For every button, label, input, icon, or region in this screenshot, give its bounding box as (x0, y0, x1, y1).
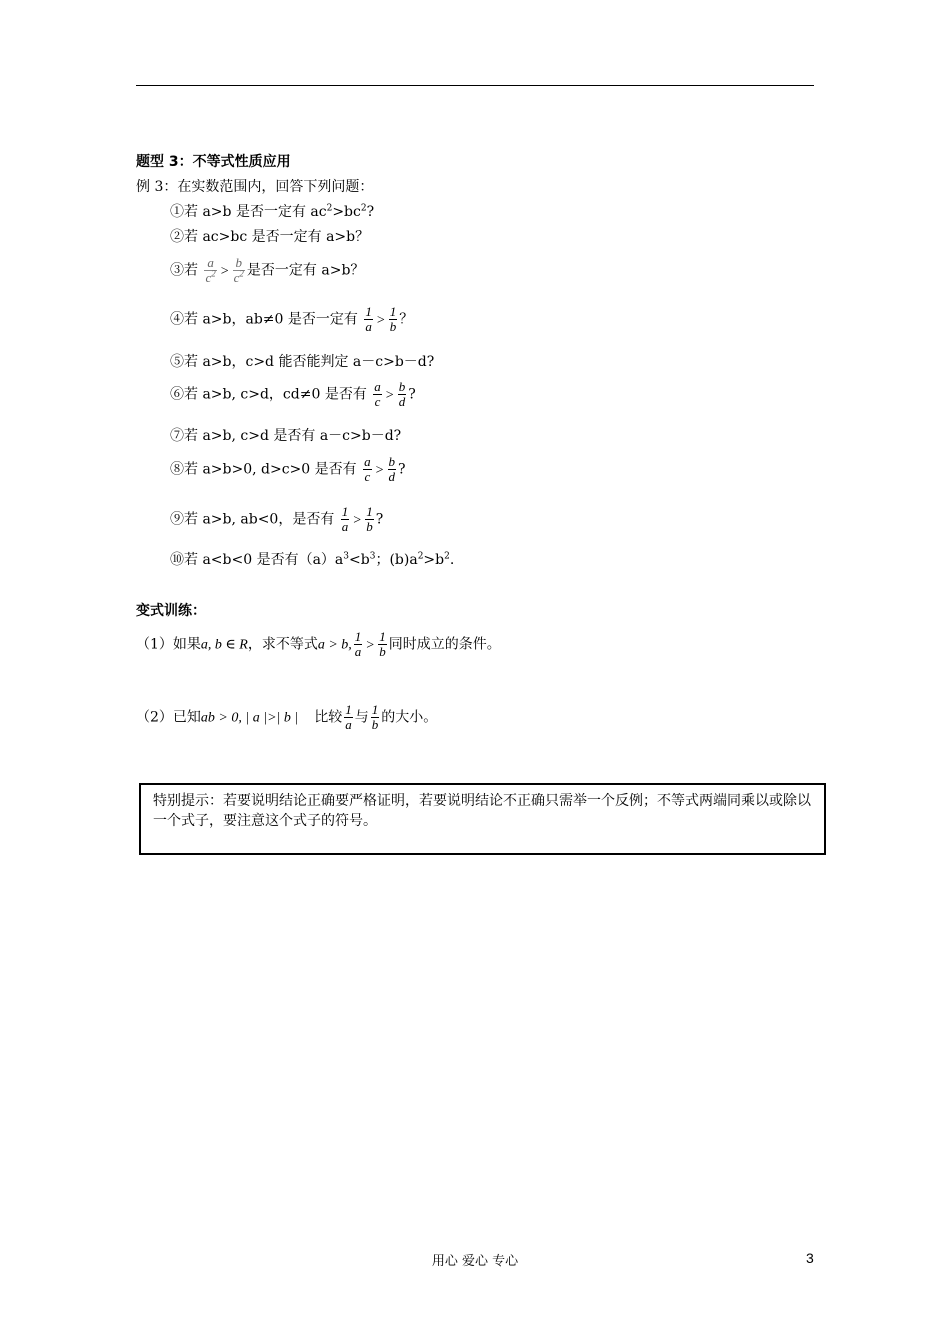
variant-2: （2）已知ab > 0, | a |>| b | 比较 $\frac{1}{a}$ 与 $\frac{1}{b}$ 的大小。 (136, 702, 438, 732)
header-rule (136, 85, 814, 86)
question-9: ⑨若 a>b, ab<0，是否有 $\frac{1}{a}$ > $\frac{1}{b}$ ? (170, 504, 384, 534)
fraction-b-over-d: $\frac{b}{d}$ (398, 379, 406, 409)
tip-box (139, 783, 826, 855)
fraction-1-over-b: $\frac{1}{b}$ (371, 702, 379, 732)
question-4: ④若 a>b，ab≠0 是否一定有 $\frac{1}{a}$ > $\frac{1}{b}$ ？ (170, 304, 414, 334)
fraction-b-over-d: $\frac{b}{d}$ (388, 454, 396, 484)
question-3: ③若 $\frac{a}{c^2}$ > $\frac{b}{c^2}$ 是否一定有 a>b？ (170, 255, 365, 285)
question-10: ⑩若 a<b<0 是否有$(a)a^3<b^3$；$(b)a^2>b^2$. (170, 551, 455, 568)
fraction-1-over-b: $\frac{1}{b}$ (366, 504, 373, 534)
question-2: ②若 ac>bc 是否一定有 a>b？ (170, 229, 370, 245)
section-title: 题型 3：不等式性质应用 (136, 154, 291, 170)
footer-slogan: 用心 爱心 专心 (431, 1254, 519, 1269)
fraction-1-over-a: $\frac{1}{a}$ (354, 629, 362, 659)
fraction-1-over-a: $\frac{1}{a}$ (345, 702, 352, 732)
fraction-a-over-c: $\frac{a}{c}$ (374, 379, 381, 409)
question-5: ⑤若 a>b，c>d 能否能判定 a－c>b－d? (170, 354, 435, 370)
page-number: 3 (806, 1250, 814, 1266)
fraction-a-over-c: $\frac{a}{c}$ (364, 454, 371, 484)
variant-1: （1）如果a, b ∈ R，求不等式a > b, $\frac{1}{a}$ > $\frac{1}{b}$ 同时成立的条件。 (136, 629, 501, 659)
fraction-1-over-a: $\frac{1}{a}$ (341, 504, 349, 534)
tip-text: 特别提示：若要说明结论正确要严格证明，若要说明结论不正确只需举一个反例；不等式两端同乘以或除以一个式子，要注意这个式子的符号。 (153, 793, 811, 829)
question-6: ⑥若 a>b, c>d，cd≠0 是否有 $\frac{a}{c}$ > $\frac{b}{d}$ ? (170, 379, 416, 409)
question-1: ①若 a>b 是否一定有 $ac^2>bc^2$? (170, 203, 375, 220)
example-intro: 例 3：在实数范围内，回答下列问题： (136, 179, 374, 195)
question-8: ⑧若 a>b>0, d>c>0 是否有 $\frac{a}{c}$ > $\frac{b}{d}$ ? (170, 454, 406, 484)
fraction-a-over-c2: $\frac{a}{c^2}$ (205, 255, 216, 285)
fraction-1-over-b: $\frac{1}{b}$ (379, 629, 386, 659)
variant-title: 变式训练： (136, 603, 206, 619)
fraction-1-over-b: $\frac{1}{b}$ (389, 304, 397, 334)
fraction-1-over-a: $\frac{1}{a}$ (365, 304, 372, 334)
question-7: ⑦若 a>b, c>d 是否有 a－c>b－d? (170, 428, 402, 444)
fraction-b-over-c2: $\frac{b}{c^2}$ (233, 255, 244, 285)
